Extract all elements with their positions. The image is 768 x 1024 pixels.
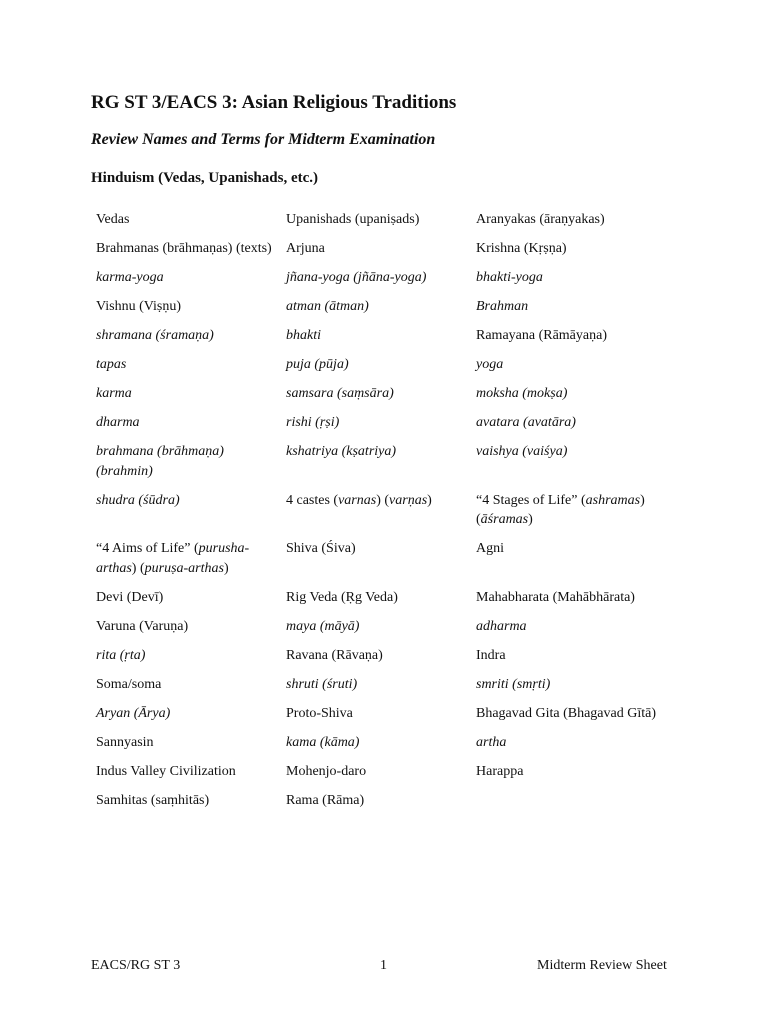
term-cell (91, 583, 281, 612)
term-text: Proto-Shiva (286, 705, 353, 721)
term-cell (91, 350, 281, 379)
term-text: Sannyasin (96, 734, 154, 750)
term-text: bhakti-yoga (476, 270, 543, 285)
table-row (91, 699, 681, 728)
term-text: kshatriya (kṣatriya) (286, 444, 397, 459)
term-text: ) (528, 512, 533, 527)
term-text: varṇas (389, 492, 428, 508)
term-text: Varuna (Varuṇa) (96, 618, 189, 634)
section-heading: Hinduism (Vedas, Upanishads, etc.) (91, 170, 318, 186)
term-cell (91, 321, 281, 350)
footer-course: EACS/RG ST 3 (91, 958, 181, 973)
term-text: Bhagavad Gita (Bhagavad Gītā) (476, 705, 656, 721)
term-text: artha (476, 734, 507, 750)
term-text: 4 castes ( (286, 492, 339, 508)
term-cell (471, 263, 681, 292)
term-cell (471, 350, 681, 379)
term-cell (281, 292, 471, 321)
term-cell (281, 583, 471, 612)
terms-table (91, 205, 681, 815)
term-cell (281, 641, 471, 670)
table-row (91, 263, 681, 292)
term-cell (471, 437, 681, 486)
term-text: Harappa (476, 763, 524, 779)
term-cell (471, 670, 681, 699)
term-text: rishi (ṛṣi) (286, 415, 340, 430)
term-text: Ramayana (Rāmāyaṇa) (476, 328, 607, 343)
table-row (91, 641, 681, 670)
term-text: Vishnu (Viṣṇu) (96, 299, 182, 314)
table-row (91, 670, 681, 699)
term-text: kama (kāma) (286, 734, 360, 750)
table-row (91, 292, 681, 321)
term-text: yoga (476, 357, 504, 372)
term-text: “4 Stages of Life” ( (476, 492, 586, 508)
term-cell (471, 379, 681, 408)
term-cell (91, 205, 281, 234)
term-text: brahmana (brāhmaṇa) (brahmin) (96, 444, 224, 479)
term-cell (91, 670, 281, 699)
term-cell (471, 786, 681, 815)
table-row (91, 757, 681, 786)
document-title: RG ST 3/EACS 3: Asian Religious Traditions (91, 92, 457, 113)
term-text: bhakti (286, 328, 321, 343)
term-cell (281, 486, 471, 535)
term-cell (91, 437, 281, 486)
term-text: Krishna (Kṛṣṇa) (476, 241, 567, 256)
term-text: jñana-yoga (jñāna-yoga) (286, 270, 427, 285)
term-text: vaishya (vaiśya) (476, 444, 568, 459)
term-cell (471, 699, 681, 728)
footer-page-number: 1 (380, 958, 387, 973)
term-cell (471, 641, 681, 670)
table-row (91, 379, 681, 408)
term-text: Samhitas (saṃhitās) (96, 792, 210, 808)
term-cell (91, 234, 281, 263)
term-cell (91, 408, 281, 437)
term-text: Mohenjo-daro (286, 763, 367, 779)
term-text: ashramas (585, 492, 641, 508)
term-text: smriti (smṛti) (476, 676, 551, 692)
term-cell (91, 757, 281, 786)
term-text: ) ( (376, 492, 390, 508)
table-row (91, 234, 681, 263)
term-cell (281, 728, 471, 757)
term-cell (91, 699, 281, 728)
term-text: adharma (476, 618, 527, 634)
term-text: karma-yoga (96, 270, 164, 285)
term-text: Ravana (Rāvaṇa) (286, 647, 383, 663)
table-row (91, 437, 681, 486)
term-text: Aranyakas (āraṇyakas) (476, 212, 605, 227)
term-text: maya (māyā) (286, 618, 360, 634)
term-text: shruti (śruti) (286, 676, 358, 692)
term-cell (91, 786, 281, 815)
term-text: ) ( (476, 492, 645, 527)
term-text: Rig Veda (Ṛg Veda) (286, 589, 398, 605)
term-text: ) (223, 560, 229, 576)
term-text: puruṣa-arthas (144, 560, 224, 576)
term-text: Arjuna (286, 241, 325, 256)
term-text: Brahmanas (brāhmaṇas) (texts) (96, 241, 272, 256)
term-cell (471, 583, 681, 612)
term-cell (471, 534, 681, 583)
term-cell (281, 670, 471, 699)
term-text: Devi (Devī) (96, 589, 164, 605)
term-text: “4 Aims of Life” ( (96, 541, 199, 556)
term-cell (471, 321, 681, 350)
term-cell (91, 379, 281, 408)
term-cell (91, 263, 281, 292)
term-cell (471, 234, 681, 263)
table-row (91, 408, 681, 437)
term-cell (281, 350, 471, 379)
term-cell (471, 728, 681, 757)
term-cell (471, 408, 681, 437)
term-text: Mahabharata (Mahābhārata) (476, 589, 635, 605)
term-cell (471, 205, 681, 234)
term-cell (91, 292, 281, 321)
term-text: Indra (476, 647, 506, 663)
term-cell (471, 486, 681, 535)
term-text: samsara (saṃsāra) (286, 386, 394, 401)
term-text: purusha-arthas (96, 541, 250, 576)
term-text: avatara (avatāra) (476, 415, 576, 430)
table-row (91, 321, 681, 350)
term-text: atman (ātman) (286, 299, 369, 314)
term-cell (281, 786, 471, 815)
term-cell (91, 728, 281, 757)
term-text: ) (427, 492, 432, 508)
term-cell (281, 437, 471, 486)
term-cell (91, 612, 281, 641)
table-row (91, 534, 681, 583)
term-text: Aryan (Ārya) (96, 705, 171, 721)
term-text: ) ( (131, 560, 145, 576)
term-cell (281, 263, 471, 292)
table-row (91, 728, 681, 757)
term-text: rita (ṛta) (96, 647, 146, 663)
term-cell (281, 699, 471, 728)
term-cell (281, 205, 471, 234)
term-text: Rama (Rāma) (286, 792, 365, 808)
term-text: moksha (mokṣa) (476, 386, 568, 401)
term-cell (281, 408, 471, 437)
term-cell (281, 757, 471, 786)
table-row (91, 350, 681, 379)
term-cell (281, 379, 471, 408)
table-row (91, 786, 681, 815)
term-cell (471, 612, 681, 641)
term-cell (91, 641, 281, 670)
table-row (91, 205, 681, 234)
term-text: Vedas (96, 212, 130, 227)
term-text: karma (96, 386, 132, 401)
term-text: Soma/soma (96, 676, 162, 692)
table-row (91, 612, 681, 641)
term-text: shudra (śūdra) (96, 492, 180, 508)
term-cell (281, 612, 471, 641)
term-text: Shiva (Śiva) (286, 541, 356, 556)
table-row (91, 583, 681, 612)
table-row (91, 486, 681, 535)
term-text: āśramas (480, 512, 529, 527)
term-text: Agni (476, 541, 504, 556)
term-text: tapas (96, 357, 127, 372)
term-text: Upanishads (upaniṣads) (286, 212, 420, 227)
term-text: shramana (śramaṇa) (96, 328, 214, 343)
term-cell (91, 486, 281, 535)
term-text: varnas (338, 492, 377, 508)
term-cell (91, 534, 281, 583)
term-cell (281, 234, 471, 263)
term-text: puja (pūja) (286, 357, 349, 372)
document-subtitle: Review Names and Terms for Midterm Examination (91, 131, 436, 148)
footer-title: Midterm Review Sheet (537, 958, 667, 973)
term-cell (471, 292, 681, 321)
term-cell (471, 757, 681, 786)
term-cell (281, 321, 471, 350)
term-text: Indus Valley Civilization (96, 763, 236, 779)
term-text: Brahman (476, 299, 529, 314)
term-text: dharma (96, 415, 140, 430)
term-cell (281, 534, 471, 583)
